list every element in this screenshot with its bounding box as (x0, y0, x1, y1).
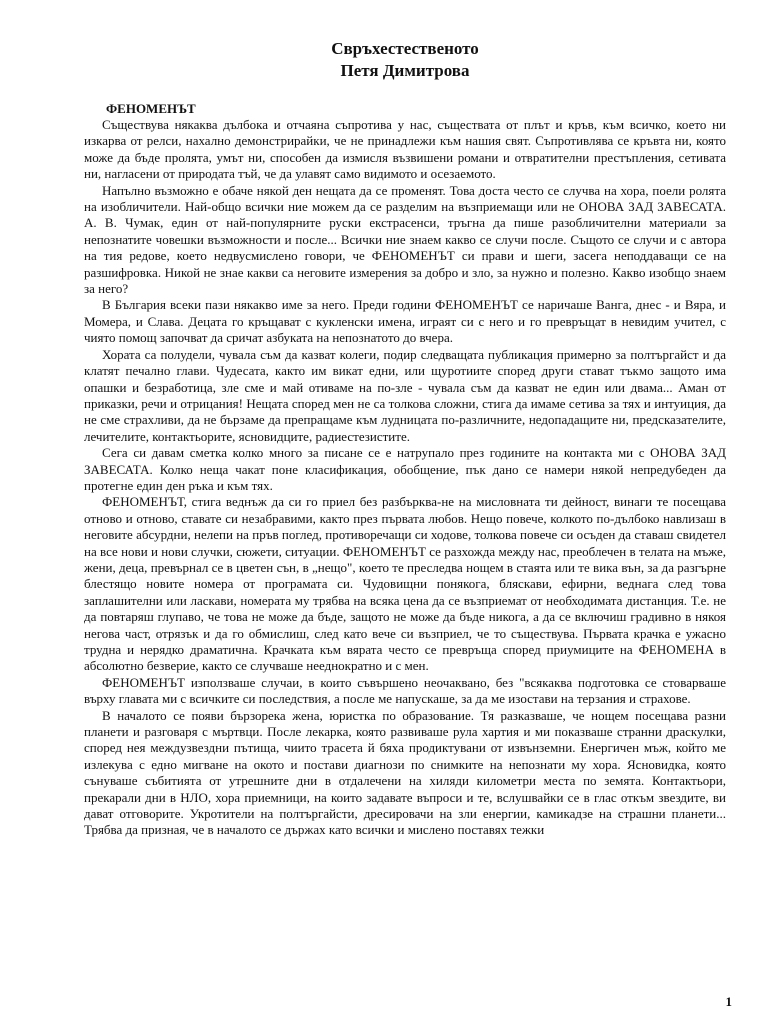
paragraph-3: В България всеки пази някакво име за него. Преди години ФЕНОМЕНЪТ се наричаше Ванга, днес - и Вяра, и Момера, и Слава. Децата го кръщават с кукленски имена, играят си с него и го превръщат в невидим учител, с чиято помощ започват да сричат азбуката на непознатото до вчера. (84, 297, 726, 346)
document-page (84, 38, 726, 839)
paragraph-5: Сега си давам сметка колко много за писане се е натрупало през годините на контакта ми с ОНОВА ЗАД ЗАВЕСАТА. Колко неща чакат поне класификация, обобщение, пък дано се намери някой непредубеден да протегне един ден ръка и към тях. (84, 445, 726, 493)
paragraph-4: Хората са полудели, чувала съм да казват колеги, подир следващата публикация примерно за полтъргайст и да клатят печално глави. Чудесата, както им викат едни, или щуротиите според други стават тъкмо защото има опашки и безработица, зле сме и май отиваме на по-зле - чувала съм да казват не един или двама... Аман от приказки, речи и отрицания! Нещата според мен не са толкова сложни, стига да имаме сетива за тях и интуиция, да не сме страхливи, да не бързаме да препращаме към лудницата по-различните, недопадащите ни, предсказателите, лечителите, контактьорите, ясновидците, радиестезистите. (84, 346, 726, 444)
page-number: 1 (725, 994, 732, 1009)
paragraph-8: В началото се появи бързорека жена, юристка по образование. Тя разказваше, че нощем посещава разни планети и разговаря с мъртвци. После лекарка, която развиваше рула хартия и ми показваше странни драскулки, според нея междузвездни пътища, чиито трасета й бяха продиктувани от извънземни. Енергичен мъж, който ме излекува с едно мигване на окото и постави диагнози по снимките на непознати му хора. Ясновидка, която сънуваше събитията от утрешните дни в отдалечени на хиляди километри места по земята. Контактьори, прекарали дни в НЛО, хора приемници, на които задавате въпроси и те, вслушвайки се в глас откъм звездите, ви дават отговорите. Укротители на полтъргайсти, дресировачи на зли енергии, камикадзе на страшни планети... Трябва да призная, че в началото се държах като всички и мислено поставях тежки (84, 707, 726, 838)
paragraph-7: ФЕНОМЕНЪТ използваше случаи, в които съвършено неочаквано, без "всякаква подготовка се стоварваше върху главата ми с всичките си последствия, а после ме напускаше, за да ме изостави на терзания и страхове. (84, 674, 726, 707)
paragraph-6: ФЕНОМЕНЪТ, стига веднъж да си го приел без разбърква-не на мисловната ти дейност, винаги те посещава отново и отново, ставате си незабравими, както през първата любов. Нещо повече, колкото по-дълбоко навлизаш в неговите абсурдни, нелепи на пръв поглед, противоречащи си ходове, толкова повече си осъден да ставаш свидетел на все нови и нови случки, сюжети, ситуации. ФЕНОМЕНЪТ се разхожда между нас, преоблечен в телата на мъже, жени, деца, превърнал се в цветен сън, в „нещо", което те преследва нощем в стаята или те вика вън, за да разгърне блестящо новите номера от програмата си. Чудовищни понякога, бляскави, ефирни, веднага след това заплашителни или ласкави, номерата му трябва на всяка цена да се възприемат от необходимата дистанция. Т.е. не да повтаряш глупаво, че това не може да бъде, защото не може да бъде никога, а да се включиш градивно в някоя негова част, отрязък и да го обмислиш, след като вече си възприел, че то съществува. Първата крачка е ужасно трудна и нерядко драматична. Крачката към вярата често се превръща според приумиците на ФЕНОМЕНА в абсолютно безверие, както се случваше нееднократно и с мен. (84, 494, 726, 674)
paragraph-1: Съществува някаква дълбока и отчаяна съпротива у нас, съществата от плът и кръв, към всичко, което ни изкарва от релси, нахално демонстрирайки, че не принадлежи към нашия свят. Съпротивлява се кръвта ни, която може да бъде пролята, умът ни, способен да измисля възвишени романи и отвратителни престъпления, сетивата ни, нагласени от природата тъй, че да улавят само видимото и осезаемото. (84, 117, 726, 182)
paragraph-2: Напълно възможно е обаче някой ден нещата да се променят. Това доста често се случва на хора, поели ролята на изобличители. Най-общо всички ние можем да се разделим на възприемащи или не ОНОВА ЗАД ЗАВЕСАТА. А. В. Чумак, един от най-популярните руски екстрасенси, тръгна да пише разобличителни материали за непознатите човешки възможности и после... Всички ние знаем какво се случи после. Същото се случи и с автора на тия редове, което недвусмислено говори, че ФЕНОМЕНЪТ си прави и шеги, засега неподдаващи се на разшифровка. Никой не знае какви са неговите измерения за добро и зло, за нужно и полезно. Какво изобщо знаем за него? (84, 182, 726, 297)
section-heading: ФЕНОМЕНЪТ (106, 101, 196, 116)
document-author: Петя Димитрова (340, 61, 470, 80)
document-title: Свръхестественото (331, 39, 479, 58)
